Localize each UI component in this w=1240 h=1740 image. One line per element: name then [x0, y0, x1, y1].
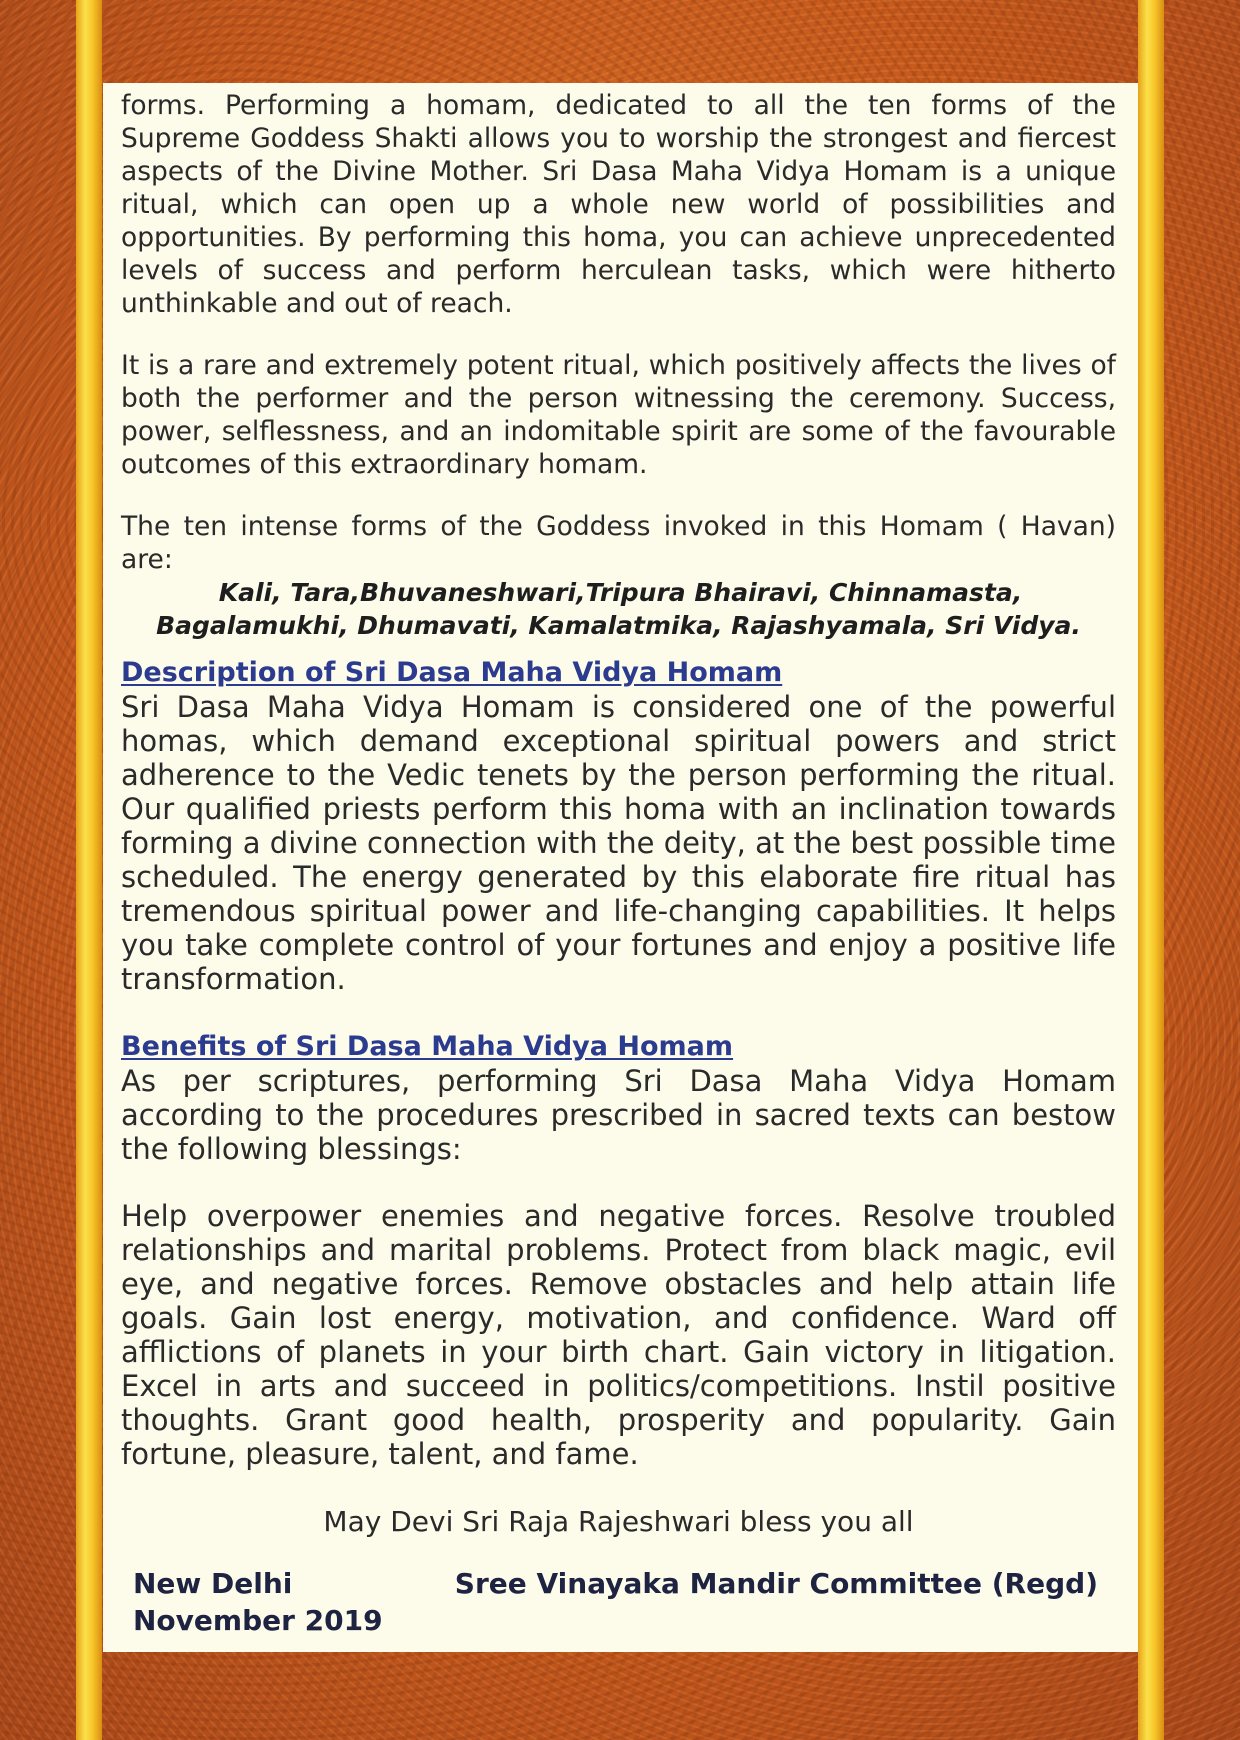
intro-paragraph-3: The ten intense forms of the Goddess invoked in this Homam ( Havan) are:	[121, 511, 1116, 575]
signature-organization: Sree Vinayaka Mandir Committee (Regd)	[454, 1567, 1098, 1600]
benefits-heading: Benefits of Sri Dasa Maha Vidya Homam	[121, 1031, 734, 1062]
signature-date: November 2019	[133, 1604, 383, 1637]
content-panel	[103, 83, 1138, 1652]
signature-place-date	[133, 1565, 383, 1639]
signature-block	[133, 1565, 1098, 1645]
benefits-intro-text: As per scriptures, performing Sri Dasa Maha Vidya Homam according to the procedures prescribed in sacred texts can bestow the following blessings:	[121, 1064, 1116, 1166]
gold-border-right	[1138, 0, 1164, 1740]
signature-place: New Delhi	[133, 1567, 293, 1600]
description-heading: Description of Sri Dasa Maha Vidya Homam	[121, 657, 783, 688]
goddess-forms-list	[121, 576, 1116, 642]
goddess-forms-line-1: Kali, Tara,Bhuvaneshwari,Tripura Bhairavi, Chinnamasta,	[218, 578, 1023, 607]
goddess-forms-line-2: Bagalamukhi, Dhumavati, Kamalatmika, Rajashyamala, Sri Vidya.	[156, 611, 1081, 640]
intro-paragraph-2: It is a rare and extremely potent ritual, which positively affects the lives of both the performer and the person witnessing the ceremony. Success, power, selflessness, and an indomitable spirit are some of the favourable outcomes of this extraordinary homam.	[121, 350, 1116, 480]
intro-paragraph-1: forms. Performing a homam, dedicated to all the ten forms of the Supreme Goddess Shakti allows you to worship the strongest and fiercest aspects of the Divine Mother. Sri Dasa Maha Vidya Homam is a unique ritual, which can open up a whole new world of possibilities and opportunities. By performing this homa, you can achieve unprecedented levels of success and perform herculean tasks, which were hitherto unthinkable and out of reach.	[121, 90, 1116, 319]
benefits-list-text: Help overpower enemies and negative forces. Resolve troubled relationships and marital problems. Protect from black magic, evil eye, and negative forces. Remove obstacles and help attain life goals. Gain lost energy, motivation, and confidence. Ward off afflictions of planets in your birth chart. Gain victory in litigation. Excel in arts and succeed in politics/competitions. Instil positive thoughts. Grant good health, prosperity and popularity. Gain fortune, pleasure, talent, and fame.	[121, 1199, 1116, 1471]
description-text: Sri Dasa Maha Vidya Homam is considered one of the powerful homas, which demand exceptional spiritual powers and strict adherence to the Vedic tenets by the person performing the ritual. Our qualified priests perform this homa with an inclination towards forming a divine connection with the deity, at the best possible time scheduled. The energy generated by this elaborate fire ritual has tremendous spiritual power and life-changing capabilities. It helps you take complete control of your fortunes and enjoy a positive life transformation.	[121, 690, 1116, 996]
gold-border-left	[76, 0, 102, 1740]
blessing-line: May Devi Sri Raja Rajeshwari bless you all	[323, 1505, 914, 1538]
